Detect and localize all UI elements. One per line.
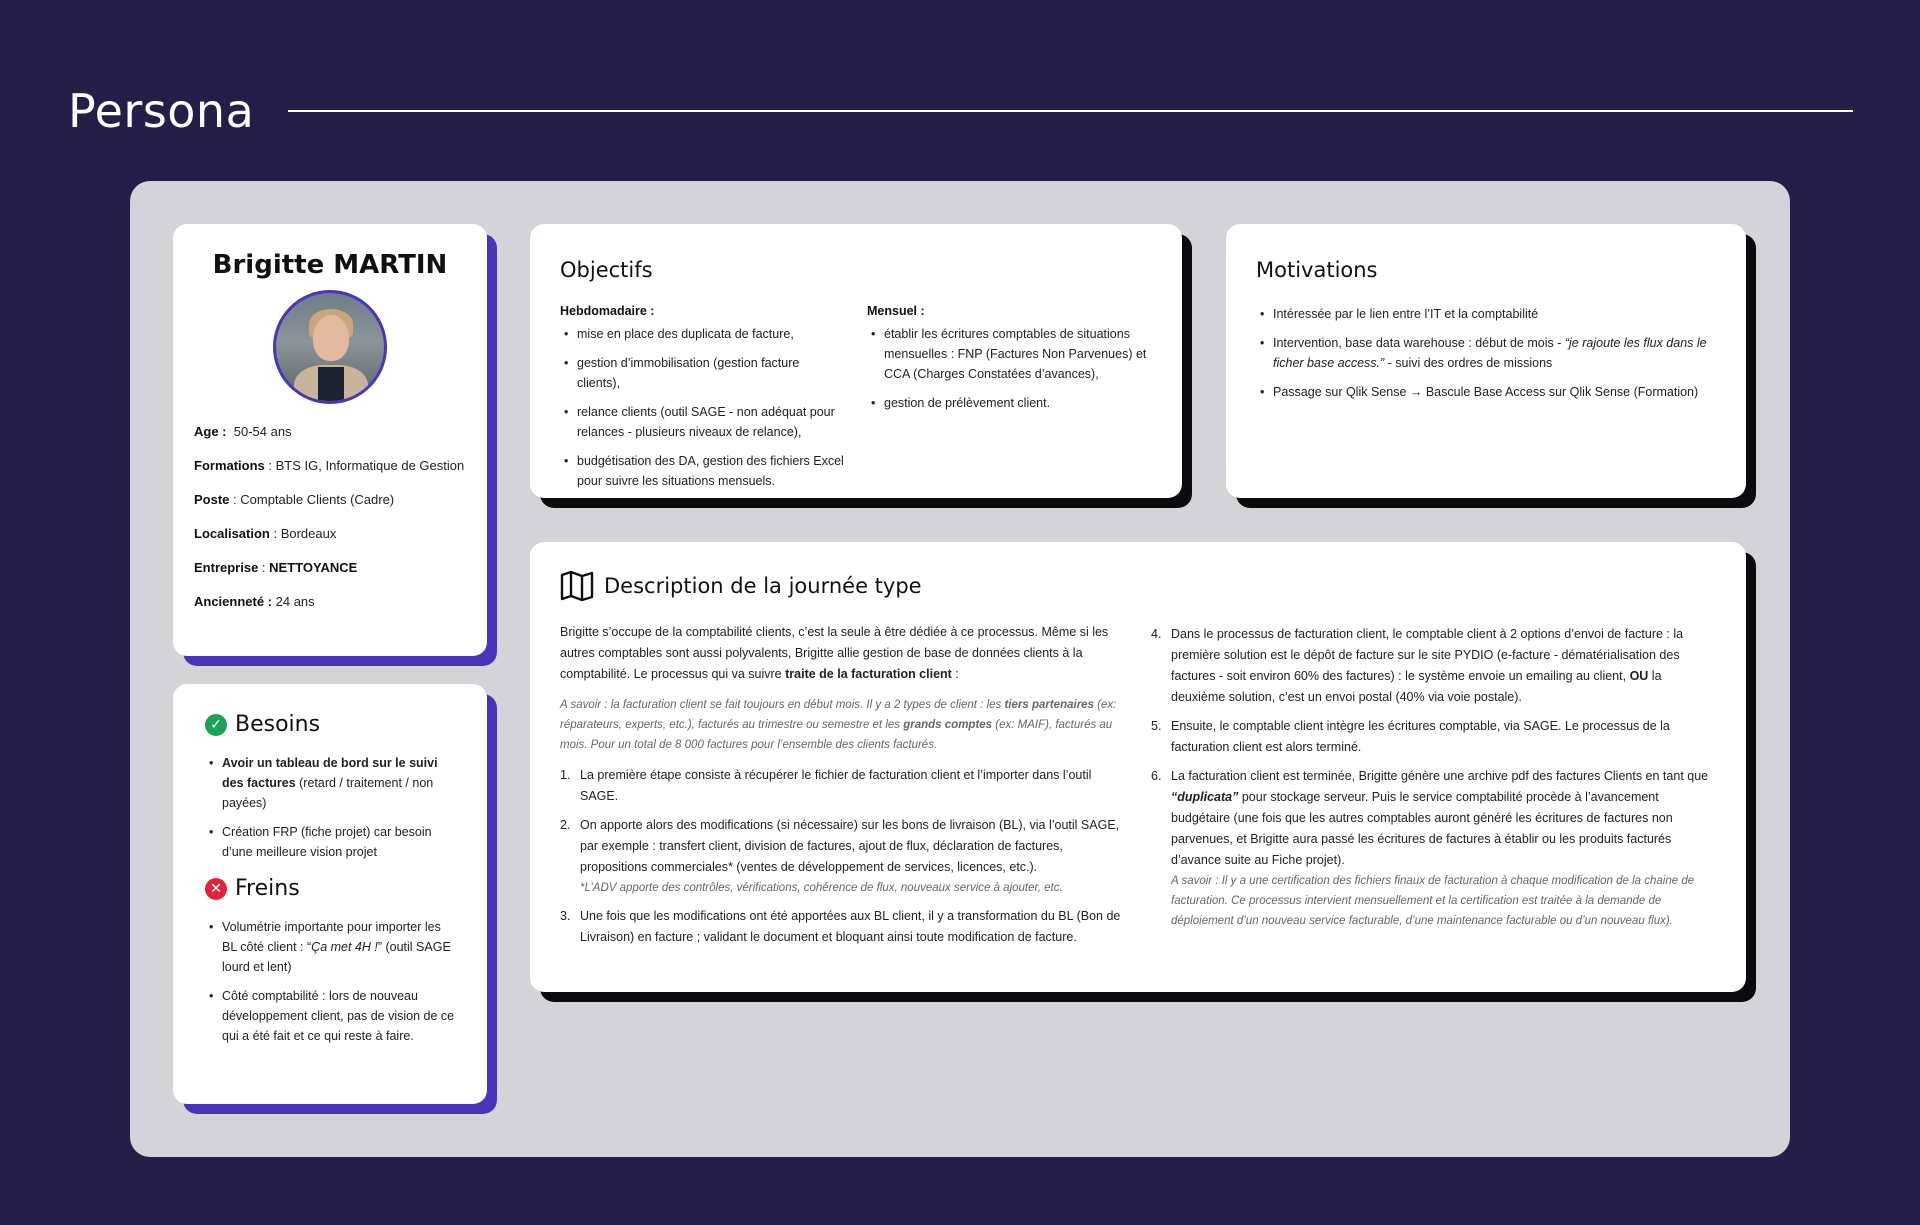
title-divider	[288, 110, 1853, 112]
check-circle-icon: ✓	[205, 714, 227, 736]
list-item: • Intervention, base data warehouse : début de mois - “je rajoute les flux dans le ficher base access.” - suivi des ordres de missions	[1256, 333, 1716, 373]
age-field: Age : 50-54 ans	[194, 424, 292, 439]
description-note: A savoir : la facturation client se fait toujours en début mois. Il y a 2 types de client : les tiers partenaires (ex: réparateurs, experts, etc.), facturés au trimestre ou semestre et les grands comptes (ex: MAIF), facturés au mois. Pour un total de 8 000 factures pour l’ensemble des clients facturés.	[560, 699, 1117, 751]
avatar	[273, 290, 387, 404]
freins-list	[205, 917, 457, 1046]
motivations-card	[1226, 224, 1746, 498]
x-circle-icon: ✕	[205, 878, 227, 900]
step-item: 4. Dans le processus de facturation client, le comptable client à 2 options d’envoi de facture : la première solution est le dépôt de facture sur le site PYDIO (e-facture - dématérialisation des factures - soit environ 60% des factures) : le système envoie un emailing au client, OU la deuxième solution, c’est un envoi postal (40% via voie postale).	[1151, 627, 1684, 704]
profile-card	[173, 224, 487, 656]
page-title: Persona	[68, 84, 255, 138]
description-heading	[560, 570, 1716, 602]
list-item: • Passage sur Qlik Sense → Bascule Base Access sur Qlik Sense (Formation)	[1256, 382, 1716, 402]
needs-brakes-card	[173, 684, 487, 1104]
list-item: • gestion de prélèvement client.	[867, 393, 1152, 413]
list-item: • mise en place des duplicata de facture,	[560, 324, 845, 344]
anciennete-field: Ancienneté : 24 ans	[194, 594, 315, 609]
description-card	[530, 542, 1746, 992]
list-item: • Volumétrie importante pour importer les BL côté client : “Ça met 4H !” (outil SAGE lourd et lent)	[205, 917, 457, 977]
step-item: 1. La première étape consiste à récupérer le fichier de facturation client et l’importer dans l’outil SAGE.	[560, 768, 1092, 803]
list-item: • budgétisation des DA, gestion des fichiers Excel pour suivre les situations mensuels.	[560, 451, 845, 491]
besoins-heading: ✓ Besoins	[205, 712, 457, 737]
list-item: • relance clients (outil SAGE - non adéquat pour relances - plusieurs niveaux de relance),	[560, 402, 845, 442]
besoins-list	[205, 753, 457, 862]
step-item: 5. Ensuite, le comptable client intègre les écritures comptable, via SAGE. Le processus de la facturation client est alors terminé.	[1151, 719, 1670, 754]
formations-field: Formations : BTS IG, Informatique de Gestion	[194, 458, 465, 473]
persona-name: Brigitte MARTIN	[212, 250, 448, 280]
list-item: • Intéressée par le lien entre l’IT et la comptabilité	[1256, 304, 1716, 324]
step-item: 2. On apporte alors des modifications (si nécessaire) sur les bons de livraison (BL), via l’outil SAGE, par exemple : transfert client, division de factures, ajout de flux, déclaration de factures, propositions commerciales* (ventes de développement de services, licences, etc.). *L’ADV apporte des contrôles, vérifications, cohérence de flux, nouveaux service à ajouter, etc.	[560, 818, 1120, 894]
list-item: • Côté comptabilité : lors de nouveau développement client, pas de vision de ce qui a été fait et ce qui reste à faire.	[205, 986, 457, 1046]
list-item: • Avoir un tableau de bord sur le suivi des factures (retard / traitement / non payées)	[205, 753, 457, 813]
freins-heading: ✕ Freins	[205, 876, 457, 901]
list-item: • gestion d’immobilisation (gestion facture clients),	[560, 353, 845, 393]
weekly-label: Hebdomadaire :	[560, 304, 655, 318]
step-item: 6. La facturation client est terminée, Brigitte génère une archive pdf des factures Clients en tant que “duplicata” pour stockage serveur. Puis le service comptabilité procède à l’avancement budgétaire (une fois que les autres comptables auront généré les écritures de factures non parvenues, et Brigitte aura passé les écritures de factures à établir ou les produits facturés d’avance suite au Fiche projet). A savoir : Il y a une certification des fichiers finaux de facturation à chaque modification de la chaine de facturation. Ce processus intervient mensuellement et la certification est traitée à la demande de déploiement d’un nouveau service facturable, d’une maintenance facturable ou d’un nouveau flux).	[1151, 769, 1709, 927]
poste-field: Poste : Comptable Clients (Cadre)	[194, 492, 395, 507]
entreprise-field: Entreprise : NETTOYANCE	[194, 560, 358, 575]
description-right-column	[1151, 622, 1716, 956]
description-left-column	[560, 622, 1125, 956]
map-icon	[560, 570, 594, 602]
weekly-column	[560, 304, 845, 500]
localisation-field: Localisation : Bordeaux	[194, 526, 337, 541]
description-intro: Brigitte s’occupe de la comptabilité clients, c’est la seule à être dédiée à ce processus. Même si les autres comptables sont aussi polyvalents, Brigitte allie gestion de base de données clients à la comptabilité. Le processus qui va suivre traite de la facturation client :	[560, 625, 1109, 681]
step-item: 3. Une fois que les modifications ont été apportées aux BL client, il y a transformation du BL (Bon de Livraison) en facture ; validant le document et bloquant ainsi toute modification de facture.	[560, 909, 1121, 944]
objectifs-card	[530, 224, 1182, 498]
list-item: • établir les écritures comptables de situations mensuelles : FNP (Factures Non Parvenues) et CCA (Charges Constatées d’avances),	[867, 324, 1152, 384]
description-title: Description de la journée type	[604, 574, 922, 598]
monthly-label: Mensuel :	[867, 304, 925, 318]
motivations-title: Motivations	[1256, 258, 1378, 282]
monthly-column	[867, 304, 1152, 500]
objectifs-title: Objectifs	[560, 258, 653, 282]
list-item: • Création FRP (fiche projet) car besoin d’une meilleure vision projet	[205, 822, 457, 862]
